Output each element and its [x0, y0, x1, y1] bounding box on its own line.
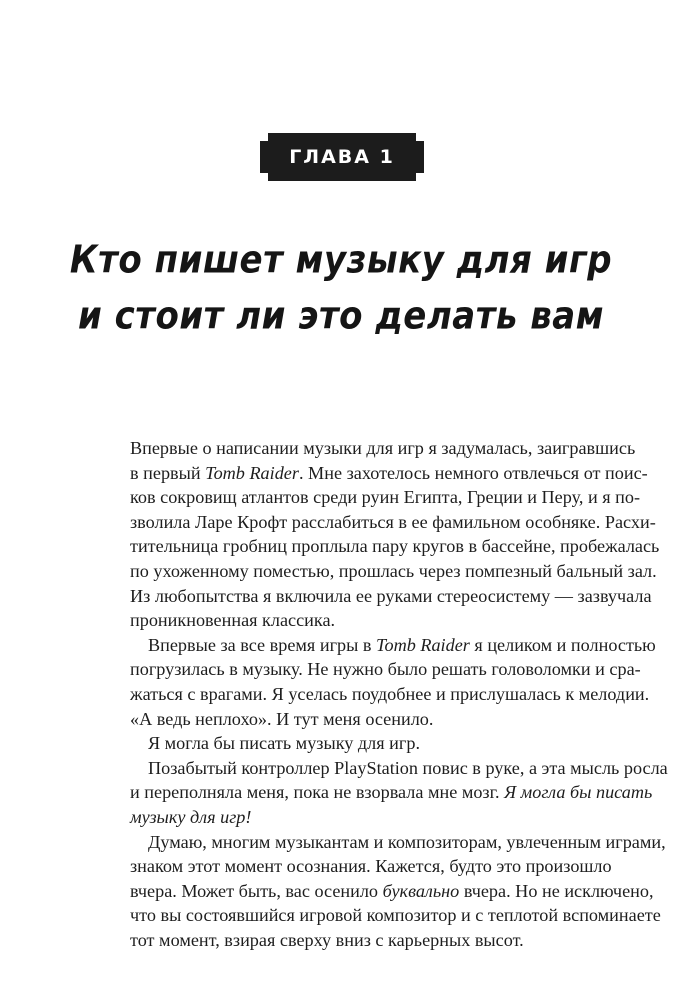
text-run: . Мне захотелось немного отвлечься от поис-	[298, 462, 648, 483]
paragraph	[130, 731, 556, 756]
text-run: тот момент, взирая сверху вниз с карьерных высот.	[130, 929, 524, 950]
text-line	[130, 805, 556, 830]
text-run: зволила Ларе Крофт расслабиться в ее фамильном особняке. Расхи-	[130, 511, 656, 532]
chapter-title-line-1: Кто пишет музыку для игр	[69, 237, 613, 283]
text-run: Впервые о написании музыки для игр я задумалась, заигравшись	[130, 438, 636, 458]
text-run: вчера. Может быть, вас осенило	[130, 880, 383, 901]
text-run: что вы состоявшийся игровой композитор и с теплотой вспоминаете	[130, 905, 661, 926]
text-run: и переполняла меня, пока не взорвала мне мозг.	[130, 782, 505, 803]
text-line	[130, 707, 556, 732]
paragraph	[130, 633, 656, 731]
paragraph	[130, 830, 666, 953]
paragraph	[130, 756, 668, 830]
text-line	[130, 461, 648, 486]
body-text	[130, 436, 668, 952]
text-run: Думаю, многим музыкантам и композиторам, увлеченным играми,	[148, 831, 666, 852]
text-line	[130, 928, 556, 953]
text-line	[130, 608, 556, 633]
text-line	[130, 682, 650, 707]
text-run: проникновенная классика.	[130, 610, 336, 631]
text-line	[130, 584, 652, 609]
chapter-title-line-2: и стоит ли это делать вам	[77, 293, 605, 339]
chapter-title	[60, 232, 622, 344]
text-run: жаться с врагами. Я уселась поудобнее и прислушалась к мелодии.	[130, 683, 650, 704]
text-line	[130, 510, 656, 535]
text-run: Я могла бы писать музыку для игр.	[148, 733, 420, 754]
text-line	[130, 559, 657, 584]
text-run: Впервые за все время игры в	[148, 634, 377, 655]
chapter-label: ГЛАВА 1	[289, 146, 395, 168]
text-line	[130, 854, 612, 879]
italic-text-run: Tomb Raider	[205, 462, 299, 483]
text-run: по ухоженному поместью, прошлась через помпезный бальный зал.	[130, 560, 657, 581]
text-run: вчера. Но не исключено,	[459, 880, 654, 901]
text-run: Из любопытства я включила ее руками стереосистему — зазвучала	[130, 585, 652, 606]
text-line	[130, 485, 641, 510]
text-line	[130, 534, 660, 559]
text-line	[130, 780, 653, 805]
text-run: ков сокровищ атлантов среди руин Египта, Греции и Перу, и я по-	[130, 487, 641, 508]
italic-text-run: музыку для игр!	[130, 806, 252, 827]
text-line	[130, 436, 636, 461]
chapter-badge	[260, 133, 424, 181]
text-run: Позабытый контроллер PlayStation повис в руке, а эта мысль росла	[148, 757, 668, 778]
paragraph	[130, 436, 660, 633]
italic-text-run: буквально	[382, 880, 460, 901]
text-line	[130, 657, 641, 682]
text-line	[130, 731, 556, 756]
text-line	[130, 879, 654, 904]
text-run: знаком этот момент осознания. Кажется, будто это произошло	[130, 856, 612, 877]
text-run: тительница гробниц проплыла пару кругов в бассейне, пробежалась	[130, 536, 660, 557]
text-line	[130, 756, 668, 781]
text-line	[130, 830, 666, 855]
text-run: погрузилась в музыку. Не нужно было решать головоломки и сра-	[130, 659, 641, 680]
text-line	[130, 903, 661, 928]
text-run: я целиком и полностью	[469, 634, 656, 655]
text-run: в первый	[130, 462, 206, 483]
text-line	[130, 633, 656, 658]
italic-text-run: Я могла бы писать	[504, 782, 653, 803]
text-run: «А ведь неплохо». И тут меня осенило.	[130, 708, 434, 729]
italic-text-run: Tomb Raider	[376, 634, 470, 655]
